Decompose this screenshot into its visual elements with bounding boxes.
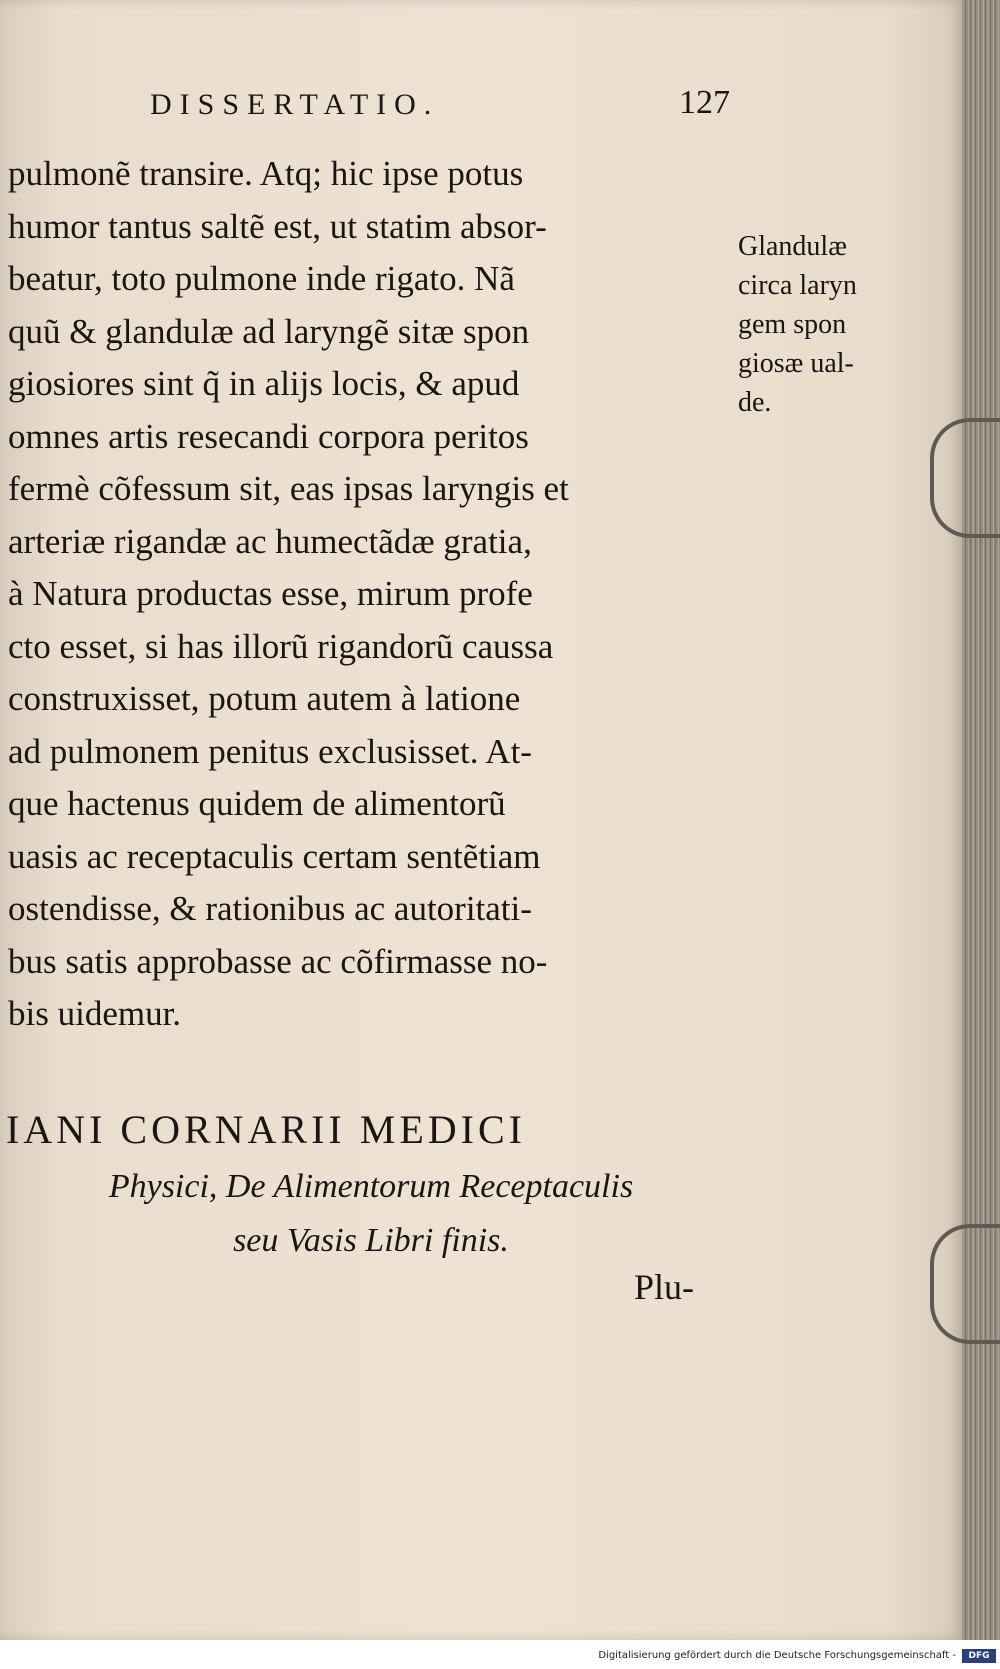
marginal-note-line: giosæ ual-: [738, 348, 854, 379]
page-number: 127: [679, 84, 730, 121]
text-line: construxisset, potum autem à latione: [8, 679, 521, 718]
text-line: que hactenus quidem de alimentorũ: [8, 784, 506, 823]
marginal-note-line: Glandulæ: [738, 231, 847, 262]
text-line: quũ & glandulæ ad laryngẽ sitæ spon: [8, 311, 530, 351]
text-line: giosiores sint q̃ in alijs locis, & apud: [8, 364, 520, 403]
colophon-line: Physici, De Alimentorum Receptaculis: [108, 1168, 634, 1205]
text-line: fermè cõfessum sit, eas ipsas laryngis et: [8, 469, 569, 508]
marginal-note-line: circa laryn: [738, 270, 857, 301]
marginal-note-line: de.: [738, 387, 772, 418]
text-line: bus satis approbasse ac cõfirmasse no-: [8, 941, 548, 981]
text-line: pulmonẽ transire. Atq; hic ipse potus: [8, 154, 524, 193]
book-clasp-clip: [930, 1224, 1000, 1344]
page-header: [150, 84, 730, 138]
text-line: beatur, toto pulmone inde rigato. Nã: [8, 259, 515, 298]
book-page-edges: [962, 0, 1000, 1640]
text-line: bis uidemur.: [8, 994, 182, 1033]
text-line: arteriæ rigandæ ac humectãdæ gratia,: [8, 521, 532, 561]
digitization-credit: Digitalisierung gefördert durch die Deutsche Forschungsgemeinschaft -: [598, 1650, 956, 1661]
colophon-title: IANI CORNARII MEDICI: [6, 1107, 526, 1152]
text-line: omnes artis resecandi corpora peritos: [8, 416, 529, 456]
main-text-block: [8, 148, 730, 1041]
text-line: ostendisse, & rationibus ac autoritati-: [8, 889, 532, 928]
catchword: Plu-: [634, 1267, 695, 1307]
book-clasp-clip: [930, 418, 1000, 538]
dfg-logo: DFG: [962, 1649, 996, 1663]
marginal-note-line: gem spon: [738, 309, 847, 340]
colophon: [6, 1100, 736, 1268]
text-line: uasis ac receptaculis certam sentẽtiam: [8, 836, 541, 876]
running-head: DISSERTATIO.: [150, 88, 440, 121]
text-line: à Natura productas esse, mirum profe: [8, 574, 533, 613]
text-line: cto esset, si has illorũ rigandorũ caussa: [8, 626, 554, 666]
text-line: ad pulmonem penitus exclusisset. At-: [8, 731, 532, 771]
marginal-note: [738, 228, 918, 423]
colophon-line: seu Vasis Libri finis.: [233, 1222, 509, 1259]
text-line: humor tantus saltẽ est, ut statim absor-: [8, 206, 547, 246]
